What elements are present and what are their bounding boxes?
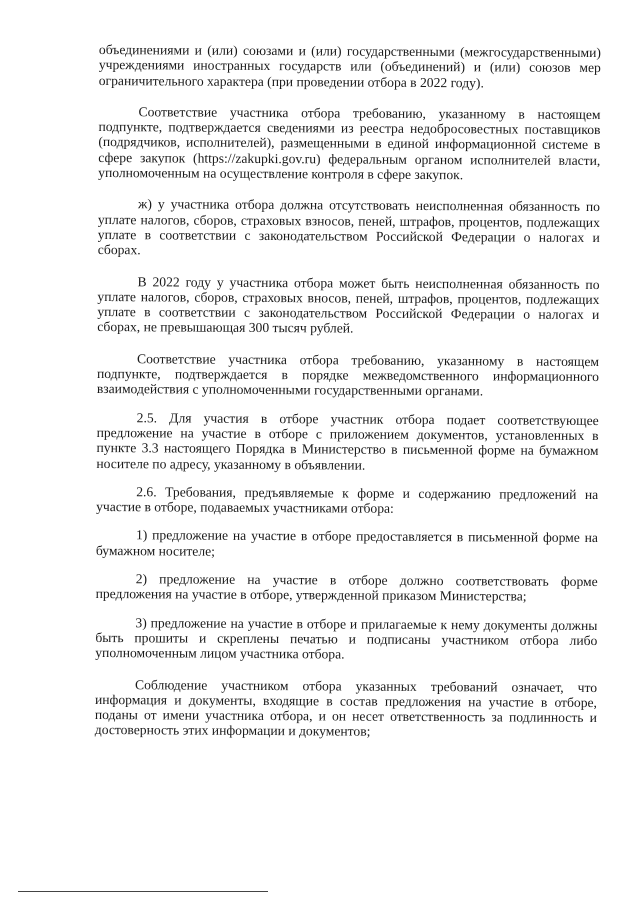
footnote-divider bbox=[18, 891, 268, 892]
paragraph-3: ж) у участника отбора должна отсутствовать неисполненная обязанность по уплате налогов, сборов, страховых взносов, пеней, штрафов, процентов, подлежащих уплате в соответствии с законодательством Российской Федерации о налогах и сборах. bbox=[97, 196, 601, 258]
paragraph-6: 2.5. Для участия в отборе участник отбора подает соответствующее предложение на участие в отборе с приложением документов, установленных в пункте 3.3 настоящего Порядка в Министерство в письменной форме на бумажном носителе по адресу, указанному в объявлении. bbox=[96, 409, 599, 473]
document-body bbox=[95, 42, 601, 741]
paragraph-11: Соблюдение участником отбора указанных требований означает, что информация и документы, входящие в состав предложения на участие в отборе, поданы от имени участника отбора, и он несет ответственность за подлинность и достоверность этих информации и документов; bbox=[94, 676, 598, 740]
paragraph-9: 2) предложение на участие в отборе должно соответствовать форме предложения на участие в отборе, утвержденной приказом Министерства; bbox=[95, 571, 598, 604]
paragraph-1: объединениями и (или) союзами и (или) государственными (межгосударственными) учреждениями иностранных государств или (объединений) и (или) союзов мер ограничительного характера (при проведении отбора в 2022 году). bbox=[98, 42, 601, 90]
paragraph-7: 2.6. Требования, предъявляемые к форме и содержанию предложений на участие в отборе, подаваемых участниками отбора: bbox=[96, 484, 599, 516]
paragraph-5: Соответствие участника отбора требованию, указанному в настоящем подпункте, подтверждается в порядке межведомственного информационного взаимодействия с уполномоченными государственными органами. bbox=[96, 350, 600, 399]
paragraph-4: В 2022 году у участника отбора может быть неисполненная обязанность по уплате налогов, сборов, страховых вносов, пеней, штрафов, процентов, подлежащих уплате в соответствии с законодательством Российской Федерации о налогах и сборах, не превышающая 300 тысяч рублей. bbox=[97, 273, 600, 337]
paragraph-8: 1) предложение на участие в отборе предоставляется в письменной форме на бумажном носителе; bbox=[95, 527, 599, 559]
paragraph-2: Соответствие участника отбора требованию, указанному в настоящем подпункте, подтверждается сведениями из реестра недобросовестных поставщиков (подрядчиков, исполнителей), размещенными в единой информационной системе в сфере закупок (https://zakupki.gov.ru) федеральным органом исполнителей власти, уполномоченным на осуществление контроля в сфере закупок. bbox=[98, 104, 601, 183]
paragraph-10: 3) предложение на участие в отборе и прилагаемые к нему документы должны быть прошиты и скреплены печатью и подписаны участником отбора либо уполномоченным лицом участника отбора. bbox=[95, 614, 598, 662]
